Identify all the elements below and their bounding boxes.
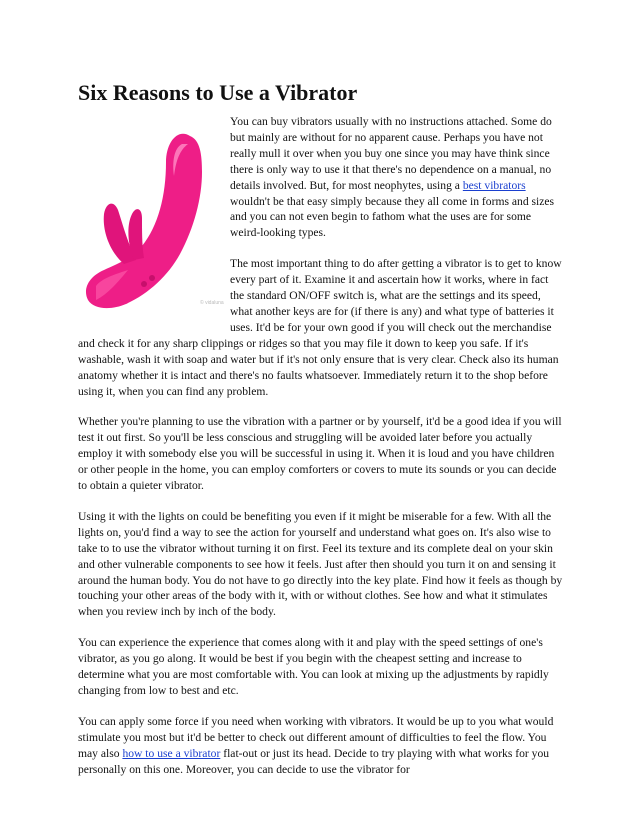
article <box>78 80 564 793</box>
watermark: © vidaluna <box>200 300 224 306</box>
product-image <box>78 114 224 320</box>
paragraph-6-text-a: You can apply some force if you need when working with vibrators. It would be up to you what would stimulate you most but it'd be better to check out different amount of difficulties to feel the flow. You may also <box>78 714 554 760</box>
paragraph-6-text-b: flat-out or just its head. Decide to try playing with what works for you personally on this one. Moreover, you can decide to use the vibrator for <box>78 746 550 776</box>
paragraph-4: Using it with the lights on could be benefiting you even if it might be miserable for a few. With all the lights on, you'd find a way to see the action for yourself and understand what goes on. It's also wise to take to to use the vibrator without turning it on first. Feel its texture and its complete deal on your skin and other vulnerable components to see how it feels. Just after then should you turn it on and sensing it around the human body. You do not have to go directly into the key plate. Find how it feels as though by touching your other areas of the body with it, with or without clothes. See how and what it stimulates when you review inch by inch of the body. <box>78 509 563 619</box>
paragraph-2: The most important thing to do after getting a vibrator is to get to know every part of it. Examine it and ascertain how it works, where in fact the standard ON/OFF switch is, what are the settings and its speed, what another keys are for (if there is any) and what type of batteries it uses. It'd be for your own good if you will check out the merchandise and check it for any sharp clippings or ridges so that you may file it down to keep you safe. If it's washable, wash it with soap and water but if it's not only ensure that is very clear. Check also its human anatomy whether it is intact and there's no faults whatsoever. Immediately return it to the shop before using it, when you can find any problem. <box>78 257 562 398</box>
product-photo-icon <box>78 114 224 320</box>
how-to-use-vibrator-link[interactable]: how to use a vibrator <box>122 746 221 760</box>
paragraph-1-text-a: You can buy vibrators usually with no instructions attached. Some do but mainly are without for no apparent cause. Perhaps you have not really mull it over when you buy one since you may have think since there is only way to use it that there's no dependence on a manual, no details involved. But, for most neophytes, using a <box>230 115 552 192</box>
paragraph-1-text-b: wouldn't be that easy simply because they all come in forms and sizes and you can not even begin to fathom what the uses are for some weird-looking types. <box>230 194 555 240</box>
best-vibrators-link[interactable]: best vibrators <box>462 178 526 192</box>
paragraph-6 <box>78 714 564 778</box>
paragraph-5: You can experience the experience that comes along with it and play with the speed settings of one's vibrator, as you go along. It would be best if you begin with the cheapest setting and increase to determine what you are most comfortable with. You can look at mixing up the adjustments by rapidly changing from low to best and etc. <box>78 636 549 697</box>
paragraph-3: Whether you're planning to use the vibration with a partner or by yourself, it'd be a good idea if you will test it out first. So you'll be less conscious and struggling will be avoided later before you actually employ it with somebody else you will be successful in using it. When it is loud and you have children or other people in the home, you can employ comforters or covers to mute its sounds or you can decide to obtain a quieter vibrator. <box>78 415 562 493</box>
page-title: Six Reasons to Use a Vibrator <box>78 80 358 105</box>
